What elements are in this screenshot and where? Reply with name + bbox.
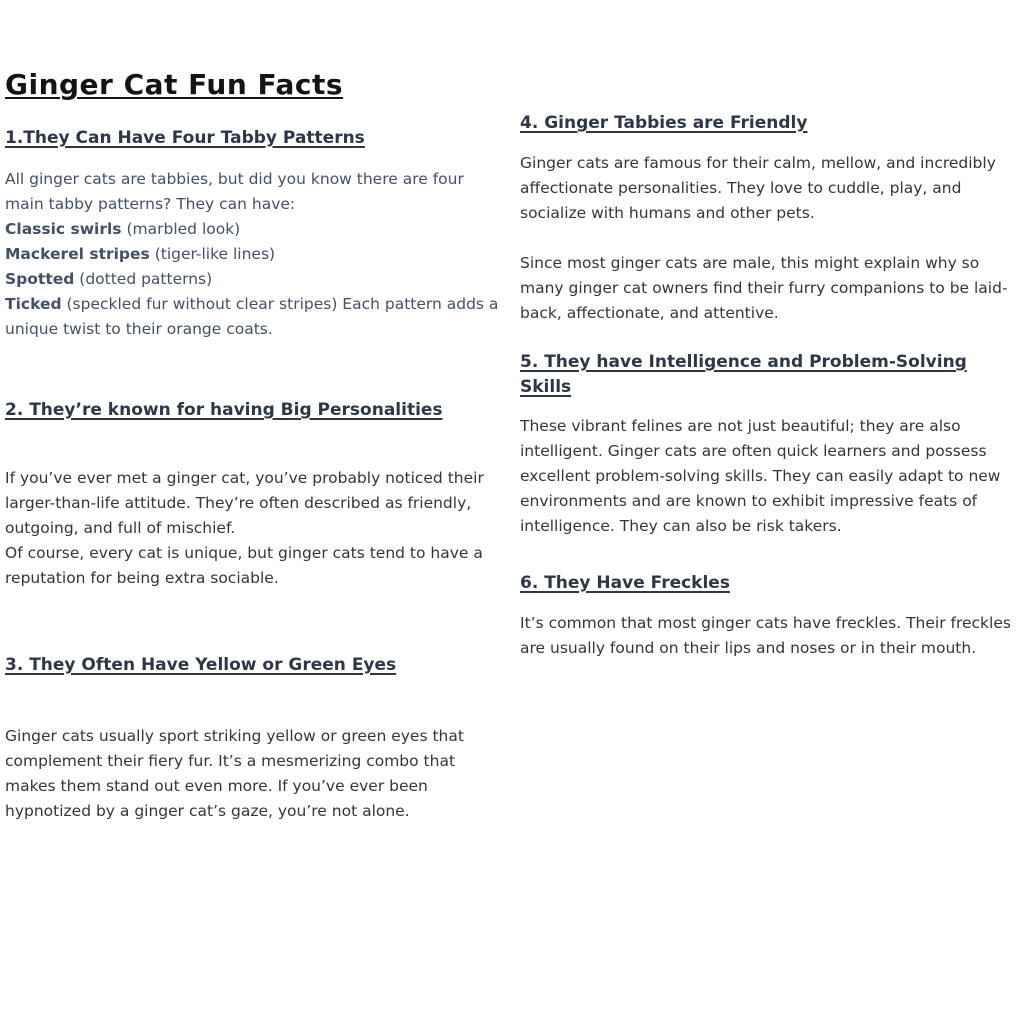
section-1-heading: 1.They Can Have Four Tabby Patterns bbox=[5, 128, 365, 148]
pattern-item bbox=[5, 295, 498, 338]
section-2-paragraph-1: If you’ve ever met a ginger cat, you’ve probably noticed their larger-than-life attitude. They’re often described as friendly, outgoing, and full of mischief. bbox=[5, 469, 484, 537]
pattern-item bbox=[5, 220, 240, 238]
section-6-paragraph: It’s common that most ginger cats have freckles. Their freckles are usually found on their lips and noses or in their mouth. bbox=[520, 614, 1011, 657]
pattern-name: Spotted bbox=[5, 270, 75, 288]
pattern-name: Classic swirls bbox=[5, 220, 122, 238]
pattern-name: Mackerel stripes bbox=[5, 245, 150, 263]
section-2-heading: 2. They’re known for having Big Personalities bbox=[5, 400, 443, 420]
section-4-paragraph-2: Since most ginger cats are male, this might explain why so many ginger cat owners find their furry companions to be laid-back, affectionate, and attentive. bbox=[520, 254, 1008, 322]
pattern-desc: (speckled fur without clear stripes) Each pattern adds a unique twist to their orange coats. bbox=[5, 295, 499, 338]
section-5-paragraph: These vibrant felines are not just beautiful; they are also intelligent. Ginger cats are often quick learners and possess excellent problem-solving skills. They can easily adapt to new environments and are known to exhibit impressive feats of intelligence. They can also be risk takers. bbox=[520, 417, 1001, 535]
section-4-heading: 4. Ginger Tabbies are Friendly bbox=[520, 113, 808, 133]
section-3-heading: 3. They Often Have Yellow or Green Eyes bbox=[5, 655, 397, 675]
right-column bbox=[520, 0, 1016, 661]
page-title: Ginger Cat Fun Facts bbox=[5, 68, 344, 101]
section-1-intro: All ginger cats are tabbies, but did you know there are four main tabby patterns? They can have: bbox=[5, 170, 464, 213]
section-2-body bbox=[5, 466, 507, 591]
section-5-heading: 5. They have Intelligence and Problem-Solving Skills bbox=[520, 352, 967, 397]
section-4-paragraph-1: Ginger cats are famous for their calm, mellow, and incredibly affectionate personalities. They love to cuddle, play, and socialize with humans and other pets. bbox=[520, 154, 996, 222]
pattern-desc: (dotted patterns) bbox=[74, 270, 213, 288]
left-column bbox=[5, 0, 507, 824]
pattern-desc: (tiger-like lines) bbox=[149, 245, 276, 263]
section-6-heading: 6. They Have Freckles bbox=[520, 573, 730, 593]
section-2-paragraph-2: Of course, every cat is unique, but ginger cats tend to have a reputation for being extra sociable. bbox=[5, 544, 483, 587]
pattern-name: Ticked bbox=[5, 295, 62, 313]
pattern-item bbox=[5, 245, 275, 263]
pattern-item bbox=[5, 270, 212, 288]
section-3-paragraph: Ginger cats usually sport striking yellow or green eyes that complement their fiery fur. It’s a mesmerizing combo that makes them stand out even more. If you’ve ever been hypnotized by a ginger cat’s gaze, you’re not alone. bbox=[5, 727, 464, 820]
section-1-body bbox=[5, 167, 507, 342]
pattern-desc: (marbled look) bbox=[121, 220, 241, 238]
